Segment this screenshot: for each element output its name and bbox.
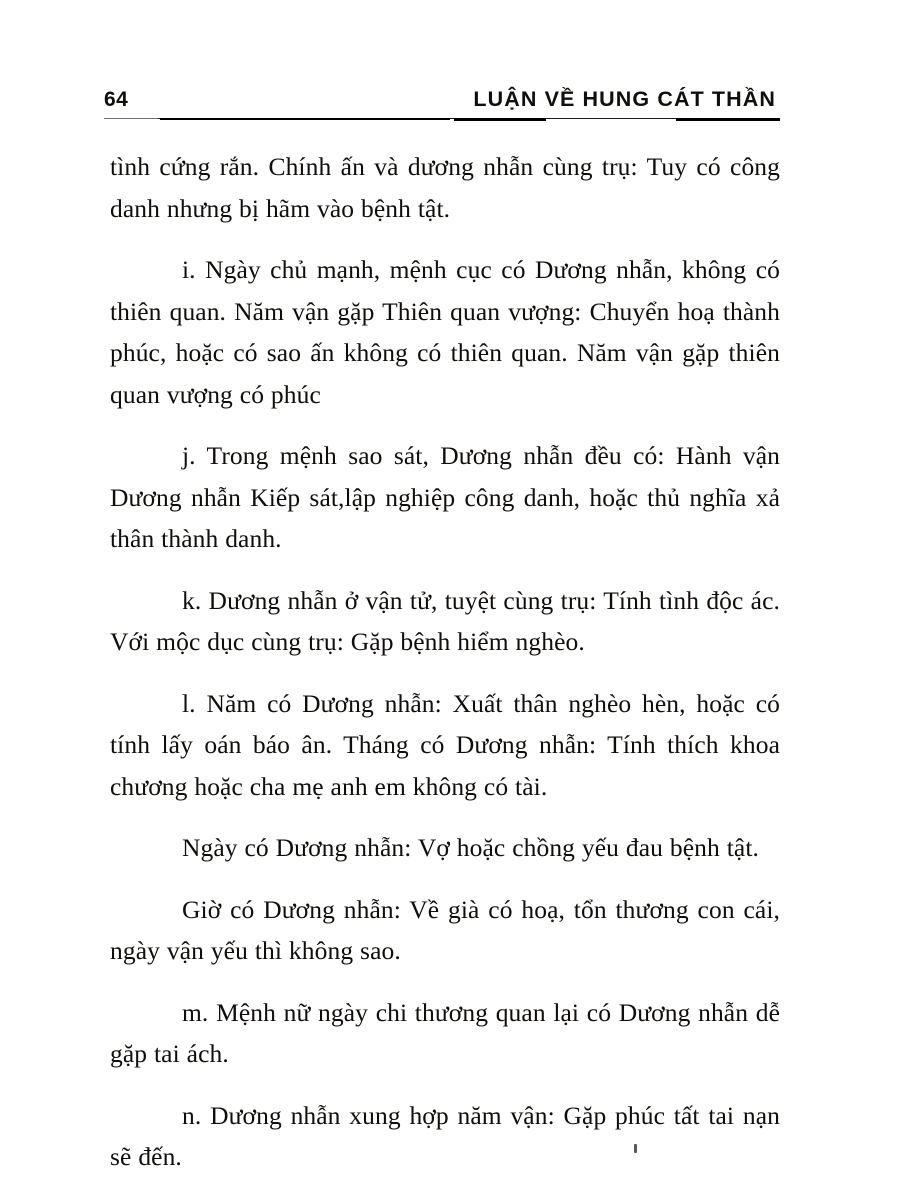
para-n: n. Dương nhẫn xung hợp năm vận: Gặp phúc tất tai nạn sẽ đến.: [110, 1100, 780, 1171]
page-number: 64: [104, 88, 129, 111]
header-rule-segment-thick: [160, 118, 450, 120]
header-rule-segment-thick: [454, 118, 546, 121]
body-text-block: [110, 146, 780, 1198]
para-continued: tình cứng rắn. Chính ấn và dương nhẫn cùng trụ: Tuy có công danh nhưng bị hãm vào bệnh tật.: [110, 152, 780, 223]
running-title: LUẬN VỀ HUNG CÁT THẦN: [473, 86, 776, 111]
para-i: i. Ngày chủ mạnh, mệnh cục có Dương nhẫn, không có thiên quan. Năm vận gặp Thiên quan vượng: Chuyển hoạ thành phúc, hoặc có sao ấn không có thiên quan. Năm vận gặp thiên quan vượng có phúc: [110, 255, 780, 409]
scan-artifact-speck: [634, 1144, 637, 1153]
para-ngay: Ngày có Dương nhẫn: Vợ hoặc chồng yếu đau bệnh tật.: [182, 833, 759, 862]
para-l: l. Năm có Dương nhẫn: Xuất thân nghèo hèn, hoặc có tính lấy oán báo ân. Tháng có Dương nhẫn: Tính thích khoa chương hoặc cha mẹ anh em không có tài.: [110, 688, 780, 801]
para-gio: Giờ có Dương nhẫn: Về già có hoạ, tổn thương con cái, ngày vận yếu thì không sao.: [110, 894, 780, 965]
para-k: k. Dương nhẫn ở vận tử, tuyệt cùng trụ: Tính tình độc ác. Với mộc dục cùng trụ: Gặp bệnh hiểm nghèo.: [110, 585, 780, 656]
para-m: m. Mệnh nữ ngày chi thương quan lại có Dương nhẫn dễ gặp tai ách.: [110, 997, 780, 1068]
running-head: [104, 76, 776, 110]
header-rule: [104, 117, 780, 121]
para-j: j. Trong mệnh sao sát, Dương nhẫn đều có: Hành vận Dương nhẫn Kiếp sát,lập nghiệp công danh, hoặc thủ nghĩa xả thân thành danh.: [110, 441, 780, 553]
header-rule-segment-faint: [104, 118, 158, 119]
header-rule-segment-thick: [676, 118, 780, 121]
